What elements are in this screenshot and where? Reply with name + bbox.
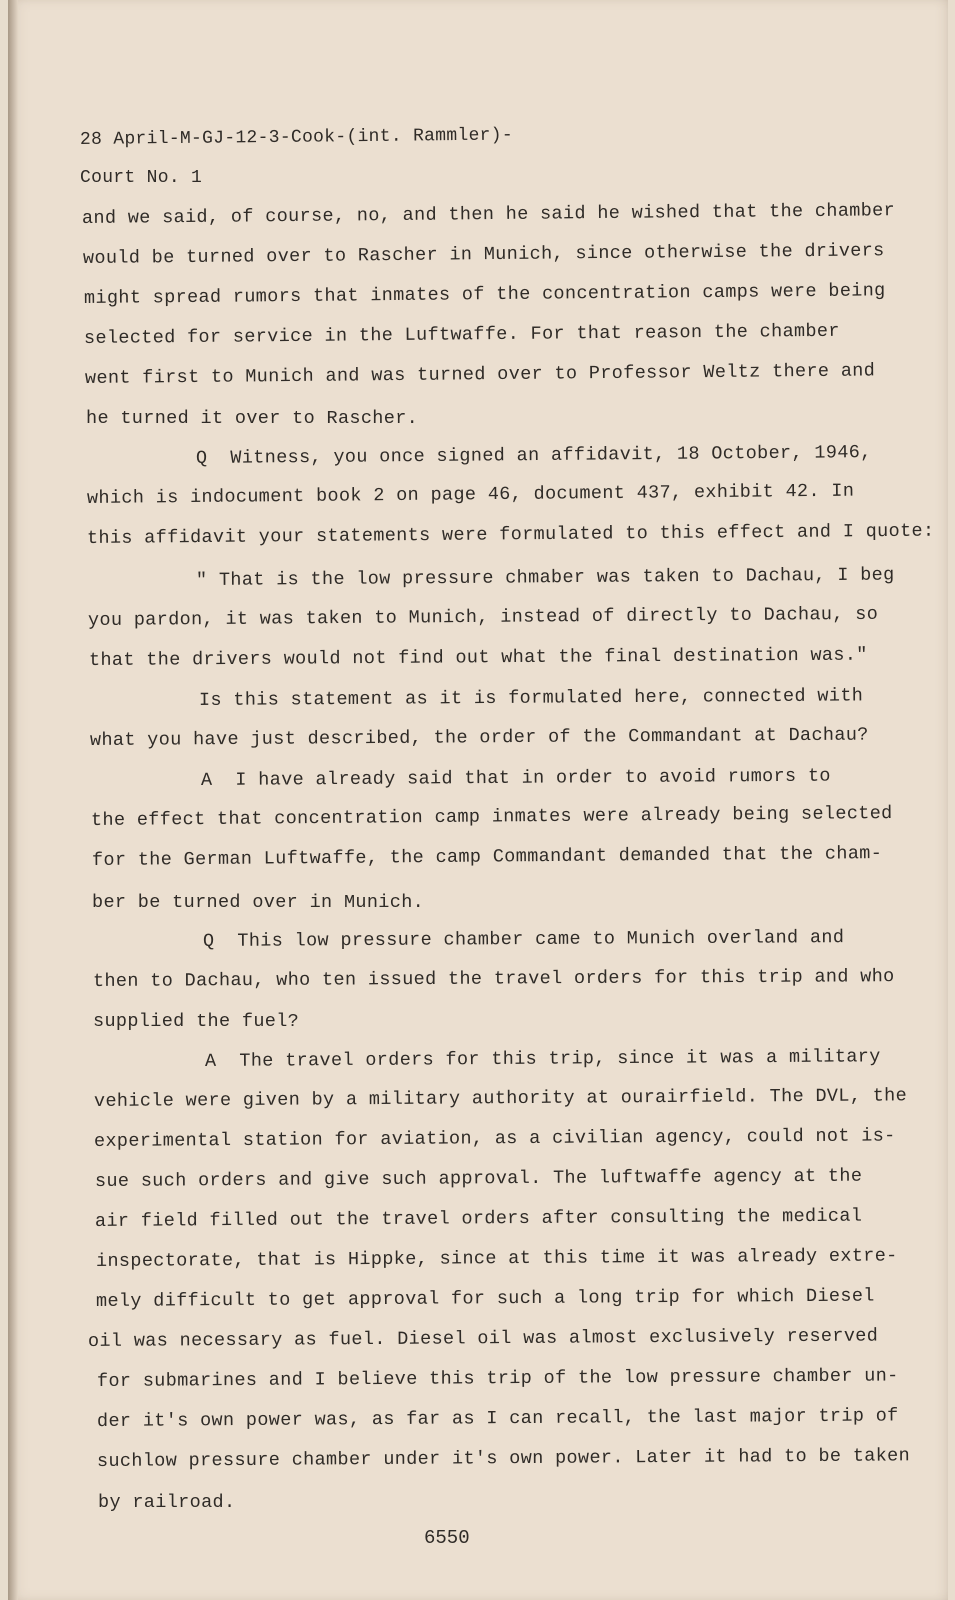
transcript-line: might spread rumors that inmates of the concentration camps were being bbox=[83, 280, 886, 309]
transcript-line: oil was necessary as fuel. Diesel oil was almost exclusively reserved bbox=[87, 1325, 879, 1352]
transcript-line: der it's own power was, as far as I can recall, the last major trip of bbox=[96, 1405, 899, 1432]
transcript-line: for the German Luftwaffe, the camp Commandant demanded that the cham- bbox=[91, 843, 883, 871]
transcript-line: Q Witness, you once signed an affidavit, 18 October, 1946, bbox=[195, 442, 872, 469]
transcript-line: for submarines and I believe this trip of the low pressure chamber un- bbox=[96, 1365, 899, 1392]
transcript-line: by railroad. bbox=[98, 1492, 236, 1513]
page-edge bbox=[8, 0, 18, 1600]
transcript-line: that the drivers would not find out what the final destination was." bbox=[88, 644, 868, 671]
transcript-line: suchlow pressure chamber under it's own power. Later it had to be taken bbox=[96, 1445, 911, 1472]
transcript-line: vehicle were given by a military authority at ourairfield. The DVL, the bbox=[93, 1085, 908, 1112]
transcript-line: Q This low pressure chamber came to Munich overland and bbox=[202, 927, 845, 952]
transcript-line: inspectorate, that is Hippke, since at this time it was already extre- bbox=[95, 1245, 898, 1272]
transcript-line: then to Dachau, who ten issued the travel orders for this trip and who bbox=[92, 966, 895, 992]
transcript-line: went first to Munich and was turned over to Professor Weltz there and bbox=[84, 360, 876, 389]
page-number: 6550 bbox=[424, 1527, 470, 1549]
transcript-line: A The travel orders for this trip, since it was a military bbox=[204, 1046, 881, 1072]
court-number: Court No. 1 bbox=[80, 168, 203, 188]
transcript-line: selected for service in the Luftwaffe. For that reason the chamber bbox=[83, 320, 840, 349]
transcript-line: experimental station for aviation, as a civilian agency, could not is- bbox=[93, 1125, 896, 1152]
transcript-line: this affidavit your statements were formulated to this effect and I quote: bbox=[86, 520, 935, 549]
transcript-line: A I have already said that in order to avoid rumors to bbox=[200, 765, 831, 791]
transcript-line: and we said, of course, no, and then he said he wished that the chamber bbox=[81, 200, 896, 229]
transcript-line: mely difficult to get approval for such a long trip for which Diesel bbox=[95, 1285, 875, 1312]
document-page bbox=[8, 0, 948, 1600]
transcript-line: the effect that concentration camp inmates were already being selected bbox=[90, 803, 893, 831]
transcript-line: sue such orders and give such approval. The luftwaffe agency at the bbox=[94, 1165, 863, 1192]
transcript-line: would be turned over to Rascher in Munich, since otherwise the drivers bbox=[82, 240, 885, 269]
transcript-header: 28 April-M-GJ-12-3-Cook-(int. Rammler)- bbox=[79, 125, 514, 150]
transcript-line: what you have just described, the order of the Commandant at Dachau? bbox=[89, 724, 869, 751]
transcript-line: supplied the fuel? bbox=[93, 1011, 300, 1032]
transcript-line: which is indocument book 2 on page 46, document 437, exhibit 42. In bbox=[86, 480, 855, 509]
transcript-line: he turned it over to Rascher. bbox=[86, 408, 419, 429]
transcript-line: Is this statement as it is formulated here, connected with bbox=[198, 685, 864, 711]
transcript-line: ber be turned over in Munich. bbox=[92, 892, 425, 913]
transcript-line: you pardon, it was taken to Munich, instead of directly to Dachau, so bbox=[87, 603, 879, 631]
transcript-line: air field filled out the travel orders after consulting the medical bbox=[94, 1205, 863, 1232]
transcript-line: " That is the low pressure chmaber was taken to Dachau, I beg bbox=[195, 564, 895, 591]
